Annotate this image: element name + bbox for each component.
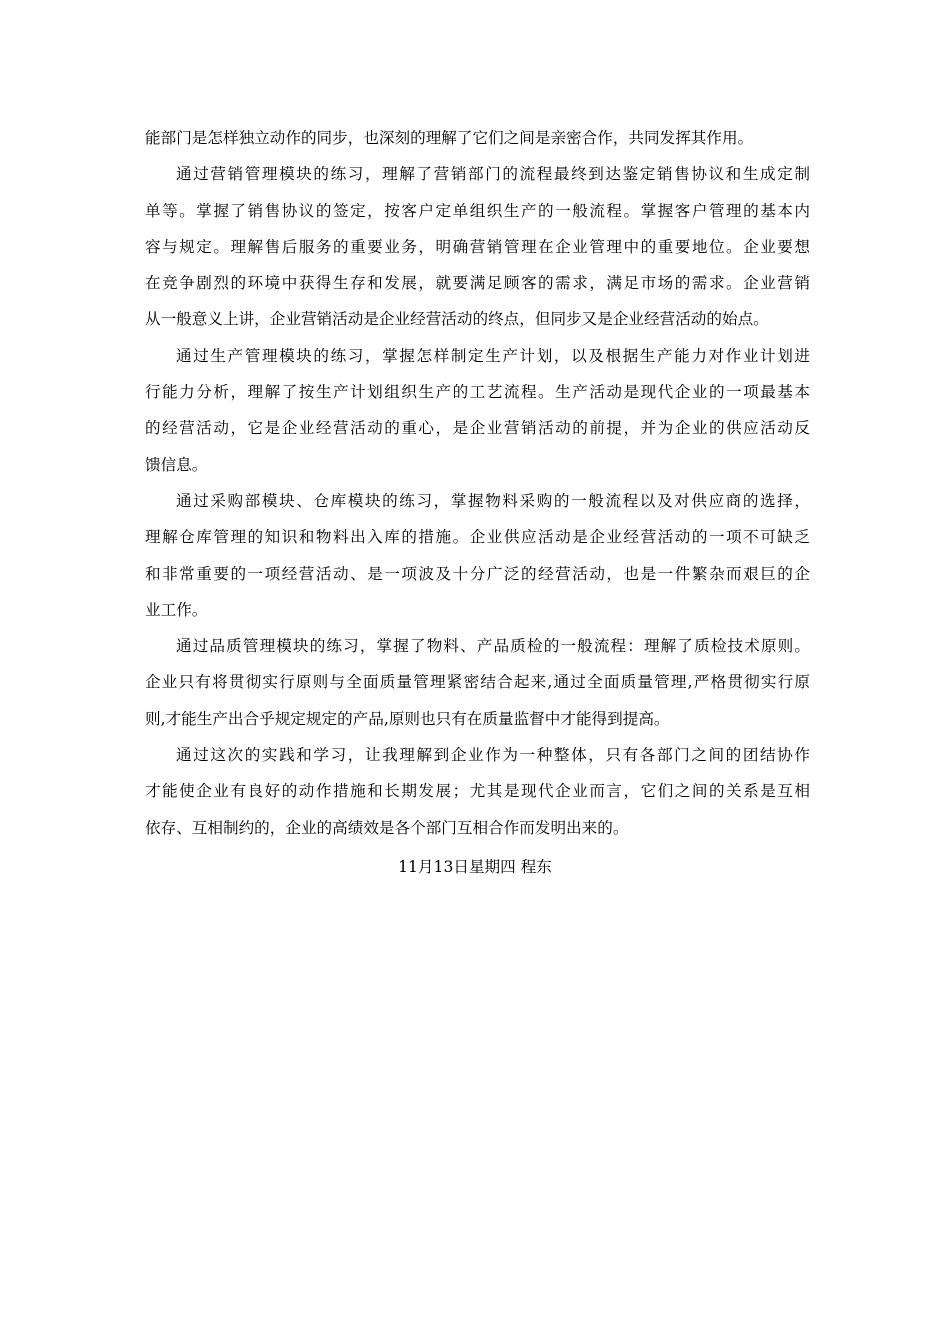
text-line: 企业只有将贯彻实行原则与全面质量管理紧密结合起来,通过全面质量管理,严格贯彻实行原 [145,673,810,692]
text-line: 才能使企业有良好的动作措施和长期发展；尤其是现代企业而言，它们之间的关系是互相 [145,782,810,801]
text-line: 通过营销管理模块的练习，理解了营销部门的流程最终到达鉴定销售协议和生成定制 [176,165,810,184]
paragraph-purchasing [145,483,810,628]
paragraph-intro [145,120,810,156]
text-line: 的经营活动，它是企业经营活动的重心，是企业营销活动的前提，并为企业的供应活动反 [145,419,810,438]
text-line: 则,才能生产出合乎规定规定的产品,原则也只有在质量监督中才能得到提高。 [145,709,670,728]
text-line: 容与规定。理解售后服务的重要业务，明确营销管理在企业管理中的重要地位。企业要想 [145,237,810,256]
text-line: 在竞争剧烈的环境中获得生存和发展，就要满足顾客的需求，满足市场的需求。企业营销 [145,274,810,293]
text-line: 理解仓库管理的知识和物料出入库的措施。企业供应活动是企业经营活动的一项不可缺乏 [145,528,810,547]
document-body [145,120,810,846]
paragraph-quality [145,628,810,737]
paragraph-marketing [145,156,810,337]
date-signature: 11月13日星期四 程东 [398,858,552,876]
text-line: 通过这次的实践和学习，让我理解到企业作为一种整体，只有各部门之间的团结协作 [176,746,810,765]
paragraph-production [145,338,810,483]
text-line: 和非常重要的一项经营活动、是一项波及十分广泛的经营活动，也是一件繁杂而艰巨的企 [145,564,810,583]
text-line: 从一般意义上讲，企业营销活动是企业经营活动的终点，但同步又是企业经营活动的始点。 [145,310,769,329]
text-line: 依存、互相制约的，企业的高绩效是各个部门互相合作而发明出来的。 [145,818,629,837]
text-line: 通过采购部模块、仓库模块的练习，掌握物料采购的一般流程以及对供应商的选择， [176,491,810,510]
text-line: 能部门是怎样独立动作的同步，也深刻的理解了它们之间是亲密合作，共同发挥其作用。 [145,129,754,147]
text-line: 单等。掌握了销售协议的签定，按客户定单组织生产的一般流程。掌握客户管理的基本内 [145,201,810,220]
text-line: 通过品质管理模块的练习，掌握了物料、产品质检的一般流程：理解了质检技术原则。 [176,637,810,656]
text-line: 业工作。 [145,600,208,619]
text-line: 行能力分析，理解了按生产计划组织生产的工艺流程。生产活动是现代企业的一项最基本 [145,383,810,402]
text-line: 馈信息。 [145,455,208,474]
text-line: 通过生产管理模块的练习，掌握怎样制定生产计划，以及根据生产能力对作业计划进 [176,346,810,365]
paragraph-conclusion [145,737,810,846]
